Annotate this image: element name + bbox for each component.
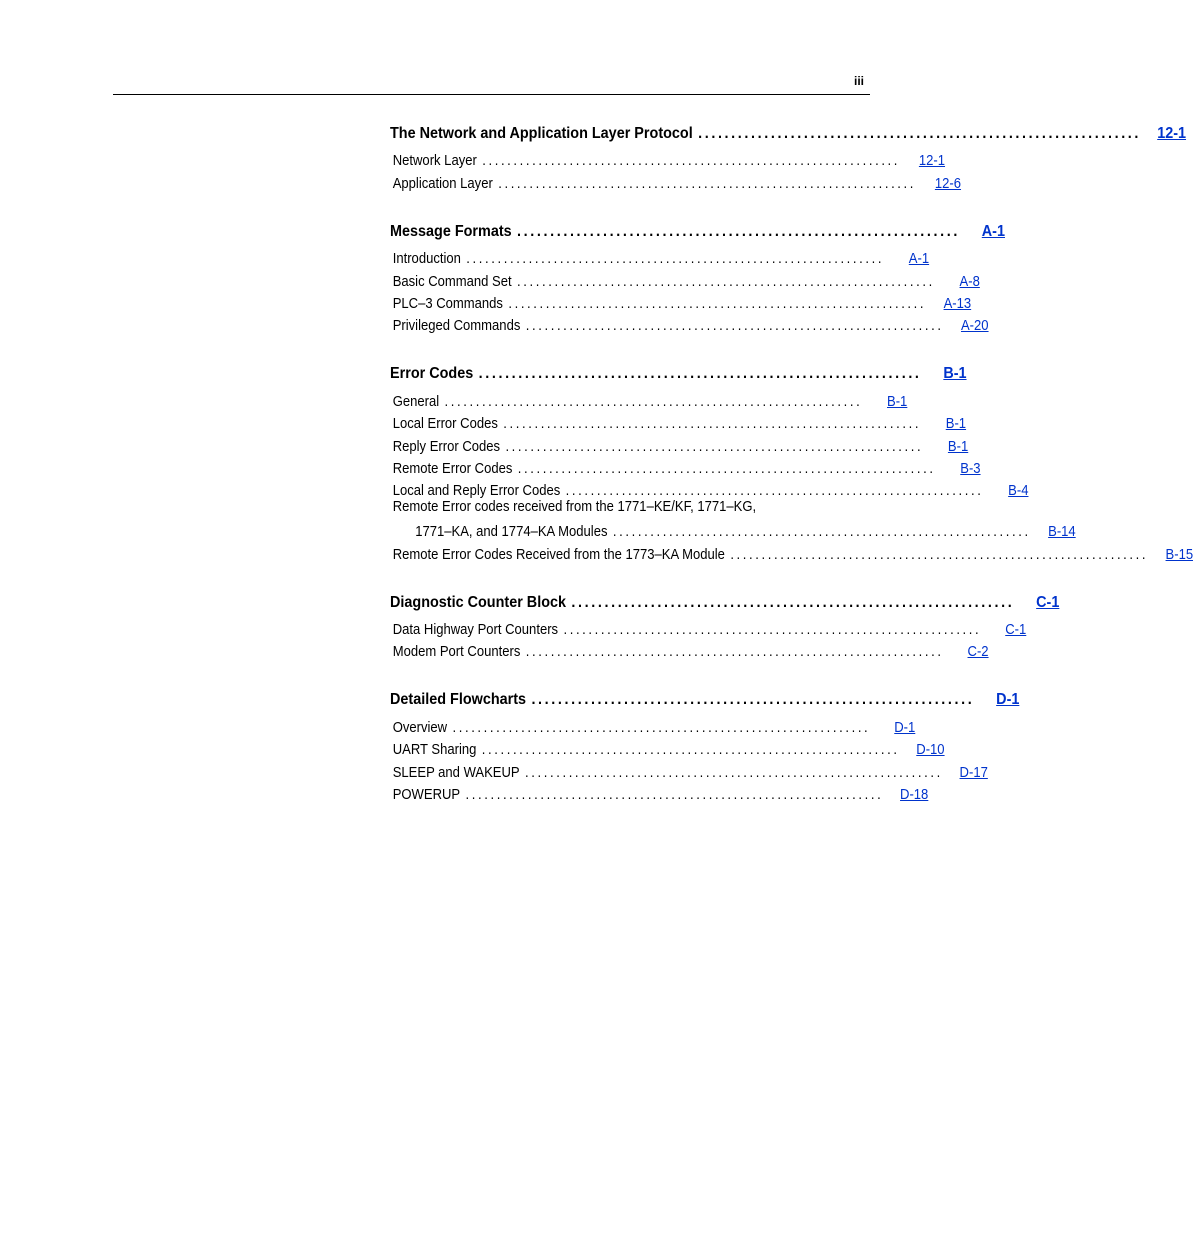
entry-page-link[interactable]: B-1: [887, 393, 908, 410]
section-title: Diagnostic Counter Block: [390, 594, 571, 612]
dot-leader: ...................................................................: [508, 295, 927, 312]
dot-leader: ...................................................................: [525, 644, 944, 661]
entry-title: UART Sharing: [393, 742, 482, 758]
section-page-link[interactable]: C-1: [1036, 593, 1060, 611]
toc-entry: [390, 540, 1193, 563]
toc-section-heading: [390, 216, 1005, 241]
entry-title: Introduction: [393, 251, 467, 267]
section-title: Message Formats: [390, 223, 517, 241]
dot-leader: ...................................................................: [525, 318, 944, 335]
entry-title: Remote Error Codes: [393, 461, 518, 477]
toc-section-detailed-flowcharts: [390, 684, 1020, 804]
dot-leader: ...................................................................: [505, 438, 924, 455]
dot-leader: ...................................................................: [481, 742, 900, 759]
section-page-link[interactable]: 12-1: [1157, 125, 1187, 142]
toc-section-the-network-and-application-layer-protocol: [390, 118, 1187, 192]
entry-page-link[interactable]: B-1: [945, 416, 967, 433]
toc-entry: [390, 477, 1029, 500]
entry-page-link[interactable]: B-15: [1165, 546, 1193, 563]
entry-page-link[interactable]: A-13: [943, 295, 972, 312]
entry-page-link[interactable]: D-18: [900, 787, 929, 804]
toc-entry: [390, 736, 945, 759]
toc-entry: [390, 245, 930, 268]
toc-entry: [390, 147, 946, 170]
entry-page-link[interactable]: B-14: [1048, 524, 1076, 541]
dot-leader: ...................................................................: [503, 416, 922, 433]
toc-entry: [390, 290, 972, 312]
toc-section-heading: [390, 358, 967, 383]
entry-title: Modem Port Counters: [393, 644, 526, 660]
page-number: iii: [853, 74, 864, 88]
dot-leader: ...................................................................: [571, 593, 1015, 611]
toc-section-error-codes: [390, 358, 1193, 563]
section-title: Detailed Flowcharts: [390, 691, 531, 709]
dot-leader: ...................................................................: [517, 222, 960, 240]
dot-leader: ...................................................................: [498, 175, 917, 192]
entry-title: POWERUP: [393, 787, 466, 803]
entry-title: Local Error Codes: [393, 416, 504, 432]
entry-title: Overview: [393, 720, 453, 736]
toc-section-heading: [390, 684, 1020, 709]
entry-title: Privileged Commands: [393, 318, 526, 334]
dot-leader: ...................................................................: [482, 153, 901, 170]
section-page-link[interactable]: B-1: [943, 365, 967, 383]
dot-leader: ...................................................................: [525, 764, 943, 781]
toc-entry: [390, 312, 989, 335]
entry-page-link[interactable]: D-1: [894, 719, 916, 736]
toc-section-heading: [390, 587, 1060, 612]
header-rule: [113, 94, 870, 95]
dot-leader: ...................................................................: [465, 787, 884, 804]
entry-title: Basic Command Set: [393, 274, 517, 290]
toc-entry: [390, 169, 962, 192]
toc-section-heading: [390, 118, 1187, 143]
section-title: Error Codes: [390, 365, 479, 383]
toc-entry: [390, 499, 1076, 541]
toc-entry: [390, 781, 929, 804]
entry-title: Remote Error codes received from the 1771–KE/KF, 1771–KG,: [392, 499, 757, 516]
toc-entry: [390, 267, 980, 290]
toc-entry: [390, 713, 916, 736]
dot-leader: ...................................................................: [531, 691, 975, 709]
section-title: The Network and Application Layer Protocol: [390, 125, 698, 143]
entry-page-link[interactable]: D-10: [916, 742, 945, 759]
entry-title: Application Layer: [393, 176, 499, 192]
toc-entry: [390, 758, 988, 781]
entry-title: Reply Error Codes: [393, 439, 506, 455]
entry-page-link[interactable]: A-20: [960, 318, 989, 335]
dot-leader: ...................................................................: [563, 622, 982, 639]
entry-page-link[interactable]: A-1: [908, 251, 930, 268]
entry-title: General: [393, 394, 445, 410]
entry-title: Network Layer: [393, 153, 483, 169]
toc-entry: [390, 638, 989, 661]
dot-leader: ...................................................................: [444, 393, 863, 410]
toc-section-message-formats: [390, 216, 1005, 335]
entry-page-link[interactable]: B-4: [1008, 483, 1029, 500]
toc-entry: [390, 455, 981, 477]
entry-page-link[interactable]: A-8: [959, 273, 980, 290]
toc-section-diagnostic-counter-block: [390, 587, 1060, 661]
entry-title: Data Highway Port Counters: [393, 622, 564, 638]
entry-page-link[interactable]: 12-1: [918, 153, 946, 170]
entry-title: PLC–3 Commands: [393, 296, 509, 312]
entry-page-link[interactable]: C-1: [1005, 622, 1027, 639]
toc-entry: [390, 410, 967, 433]
dot-leader: ...................................................................: [466, 251, 885, 268]
dot-leader: ...................................................................: [517, 273, 935, 290]
dot-leader: ...................................................................: [478, 365, 922, 383]
entry-title: SLEEP and WAKEUP: [393, 765, 525, 781]
table-of-contents: [390, 118, 1193, 827]
entry-page-link[interactable]: C-2: [967, 644, 989, 661]
entry-page-link[interactable]: 12-6: [934, 175, 962, 192]
entry-title: Remote Error Codes Received from the 1773–KA Module: [393, 547, 731, 563]
toc-entry: [390, 387, 908, 410]
section-page-link[interactable]: A-1: [981, 222, 1005, 240]
entry-page-link[interactable]: D-17: [959, 764, 988, 781]
entry-page-link[interactable]: B-1: [947, 438, 969, 455]
entry-title: Local and Reply Error Codes: [393, 483, 566, 499]
dot-leader: ...................................................................: [565, 483, 984, 500]
entry-page-link[interactable]: B-3: [960, 460, 981, 477]
entry-title-continued: 1771–KA, and 1774–KA Modules: [415, 524, 613, 540]
toc-entry: [390, 616, 1027, 639]
section-page-link[interactable]: D-1: [996, 691, 1020, 709]
dot-leader: ...................................................................: [612, 524, 1031, 541]
dot-leader: ...................................................................: [730, 546, 1149, 563]
toc-entry: [390, 432, 969, 455]
dot-leader: ...................................................................: [698, 125, 1142, 142]
dot-leader: ...................................................................: [452, 719, 871, 736]
dot-leader: ...................................................................: [517, 460, 936, 477]
